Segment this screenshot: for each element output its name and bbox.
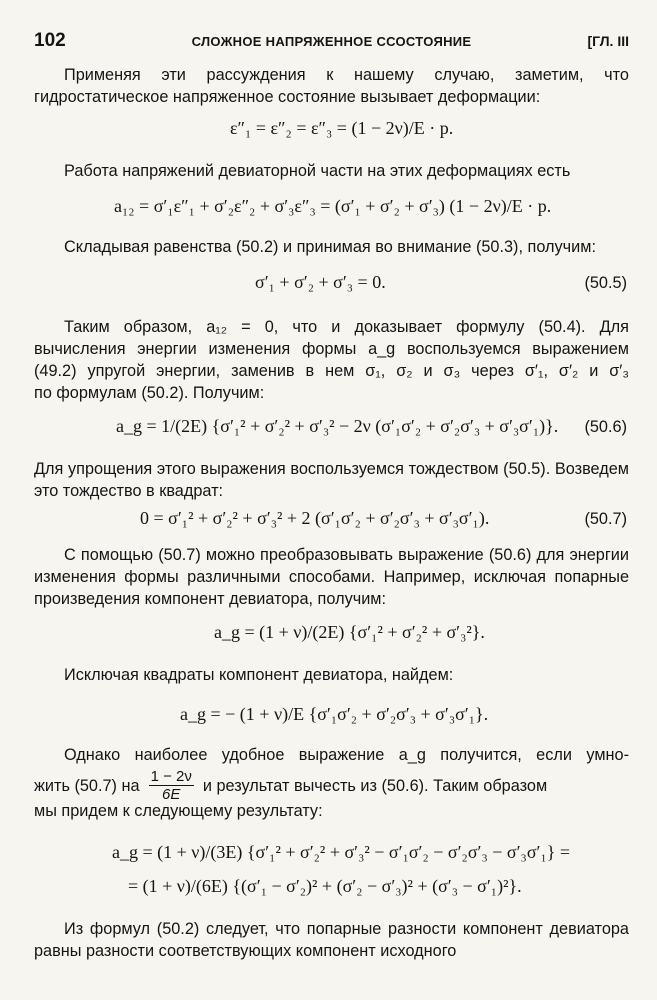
paragraph-2: Работа напряжений девиаторной части на этих деформациях есть <box>64 162 571 180</box>
paragraph-8-line-2 <box>34 768 629 803</box>
paragraph-8-line-2-end: и результат вычесть из (50.6). Таким образом <box>202 776 548 795</box>
equation-7-text: a_g = − (1 + ν)/E {σ′₁σ′₂ + σ′₂σ′₃ + σ′₃σ′₁}. <box>180 704 489 724</box>
paragraph-8-line-2-start: жить (50.7) на <box>34 776 140 795</box>
equation-5 <box>140 508 489 529</box>
paragraph-9: Из формул (50.2) следует, что попарные разности компонент девиатора равны разности соответствующих компонент исходного <box>34 920 629 960</box>
paragraph-4-line-4: по формулам (50.2). Получим: <box>34 384 265 402</box>
equation-4 <box>116 416 558 437</box>
paragraph-6: С помощью (50.7) можно преобразовывать выражение (50.6) для энергии изменения формы различными способами. Например, исключая попарные произведения компонент девиатора, получим: <box>34 546 629 608</box>
chapter-marker: [ГЛ. III <box>587 33 629 49</box>
equation-5-number: (50.7) <box>584 510 627 528</box>
equation-3 <box>255 272 386 293</box>
paragraph-7: Исключая квадраты компонент девиатора, найдем: <box>64 666 454 684</box>
equation-2-text: a₁₂ = σ′₁ε″₁ + σ′₂ε″₂ + σ′₃ε″₃ = (σ′₁ + σ′₂ + σ′₃) (1 − 2ν)/E · p. <box>114 196 552 216</box>
equation-6 <box>214 622 485 643</box>
paragraph-8-line-1: Однако наиболее удобное выражение a_g получится, если умно- <box>64 746 629 764</box>
running-title: СЛОЖНОЕ НАПРЯЖЕННОЕ ССОСТОЯНИЕ <box>191 34 472 49</box>
equation-7 <box>180 704 488 725</box>
paragraph-3: Складывая равенства (50.2) и принимая во внимание (50.3), получим: <box>64 238 596 256</box>
equation-4-text: a_g = 1/(2E) {σ′₁² + σ′₂² + σ′₃² − 2ν (σ′₁σ′₂ + σ′₂σ′₃ + σ′₃σ′₁)}. <box>116 416 559 436</box>
paragraph-4-line-3: (49.2) упругой энергии, заменив в нем σ₁, σ₂ и σ₃ через σ′₁, σ′₂ и σ′₃ <box>34 362 629 380</box>
equation-8a-text: a_g = (1 + ν)/(3E) {σ′₁² + σ′₂² + σ′₃² − σ′₁σ′₂ − σ′₂σ′₃ − σ′₃σ′₁} = <box>112 842 571 862</box>
equation-8a <box>112 842 570 863</box>
equation-5-text: 0 = σ′₁² + σ′₂² + σ′₃² + 2 (σ′₁σ′₂ + σ′₂σ′₃ + σ′₃σ′₁). <box>140 508 490 528</box>
inline-fraction-denominator: 6E <box>162 786 181 803</box>
paragraph-4-line-2: вычисления энергии изменения формы a_g воспользуемся выражением <box>34 340 629 358</box>
equation-3-number: (50.5) <box>584 274 627 292</box>
equation-2 <box>114 196 551 217</box>
equation-6-text: a_g = (1 + ν)/(2E) {σ′₁² + σ′₂² + σ′₃²}. <box>214 622 485 642</box>
equation-1 <box>230 118 453 139</box>
equation-8b <box>128 876 522 897</box>
paragraph-5: Для упрощения этого выражения воспользуемся тождеством (50.5). Возведем это тождество в квадрат: <box>34 460 629 500</box>
inline-fraction <box>149 768 194 803</box>
paragraph-4-line-1: Таким образом, a₁₂ = 0, что и доказывает формулу (50.4). Для <box>64 318 629 336</box>
equation-4-number: (50.6) <box>584 418 627 436</box>
equation-1-text: ε″₁ = ε″₂ = ε″₃ = (1 − 2ν)/E · p. <box>230 118 454 138</box>
page-header <box>34 30 629 54</box>
inline-fraction-numerator: 1 − 2ν <box>150 768 192 785</box>
equation-3-text: σ′₁ + σ′₂ + σ′₃ = 0. <box>255 272 386 292</box>
page-number: 102 <box>34 30 66 51</box>
equation-8b-text: = (1 + ν)/(6E) {(σ′₁ − σ′₂)² + (σ′₂ − σ′₃)² + (σ′₃ − σ′₁)²}. <box>128 876 522 896</box>
paragraph-8-line-3: мы придем к следующему результату: <box>34 802 323 820</box>
paragraph-1: Применяя эти рассуждения к нашему случаю, заметим, что гидростатическое напряженное состояние вызывает деформации: <box>34 66 629 106</box>
